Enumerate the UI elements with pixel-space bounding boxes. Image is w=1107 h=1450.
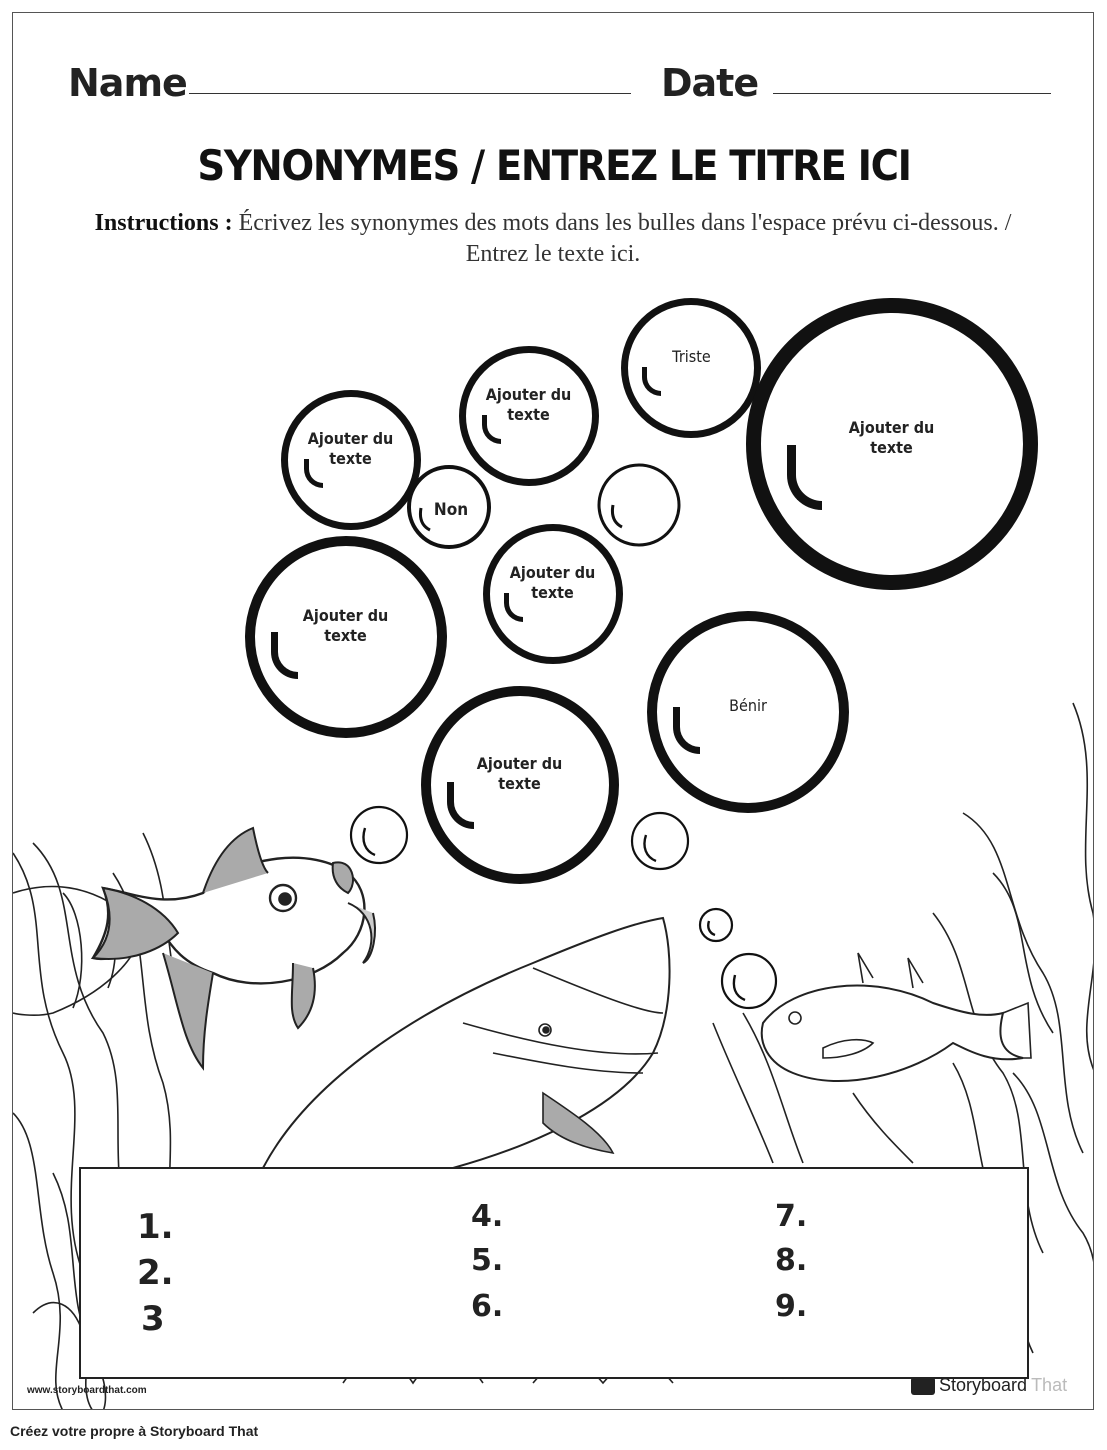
bubble-4-text: Triste (671, 347, 711, 366)
answer-2: 2. (137, 1253, 174, 1293)
bubble-5[interactable] (746, 298, 1038, 590)
bubble-7-text: Ajouter du texte (510, 563, 596, 602)
bubble-3[interactable] (459, 346, 599, 486)
bubble-2-text: Non (433, 500, 469, 520)
bubble-shine (447, 782, 474, 829)
bubble-1[interactable] (281, 390, 421, 530)
bubble-shine (787, 445, 822, 510)
bubble-4[interactable] (621, 298, 761, 438)
storyboardthat-logo (911, 1375, 1067, 1396)
instructions-label: Instructions : (94, 210, 233, 236)
footer-link[interactable]: Créez votre propre à Storyboard That (10, 1423, 259, 1439)
speech-bubble-icon (911, 1377, 935, 1395)
bubble-1-text: Ajouter du texte (308, 429, 394, 468)
answer-5: 5. (471, 1243, 504, 1278)
answer-1: 1. (137, 1207, 174, 1247)
right-fish (762, 986, 1023, 1081)
name-label: Name (68, 61, 187, 105)
answer-3: 3 (141, 1299, 165, 1339)
small-bubble (351, 807, 407, 863)
bubble-6-text: Ajouter du texte (303, 606, 389, 645)
instructions-line1: Écrivez les synonymes des mots dans les bulles dans l'espace prévu ci-dessous. / (238, 210, 1012, 236)
bubble-8[interactable] (647, 611, 849, 813)
bubble-5-text: Ajouter du texte (849, 418, 935, 457)
watermark-url: www.storyboardthat.com (27, 1385, 147, 1396)
instructions-line2: Entrez le texte ici. (465, 241, 641, 267)
answer-8: 8. (775, 1243, 808, 1278)
bubble-9-text: Ajouter du texte (477, 754, 563, 793)
answer-6: 6. (471, 1289, 504, 1324)
bubble-9[interactable] (421, 686, 619, 884)
bubble-7[interactable] (483, 524, 623, 664)
worksheet (12, 12, 1094, 1410)
brand-storyboard: Storyboard (939, 1375, 1028, 1395)
worksheet-title: SYNONYMES / ENTREZ LE TITRE ICI (197, 141, 911, 190)
bubble-6[interactable] (245, 536, 447, 738)
answer-7: 7. (775, 1199, 808, 1234)
answer-box[interactable] (79, 1167, 1029, 1379)
bubble-2[interactable] (409, 468, 493, 552)
date-label: Date (661, 61, 759, 105)
bubble-shine (271, 632, 298, 679)
bubble-8-text: Bénir (729, 696, 767, 715)
answer-4: 4. (471, 1199, 504, 1234)
brand-that: That (1031, 1375, 1068, 1395)
answer-9: 9. (775, 1289, 808, 1324)
bubble-3-text: Ajouter du texte (486, 385, 572, 424)
bubble-shine (642, 367, 661, 396)
kelp-right (1073, 703, 1094, 1073)
bubble-shine (673, 707, 700, 754)
